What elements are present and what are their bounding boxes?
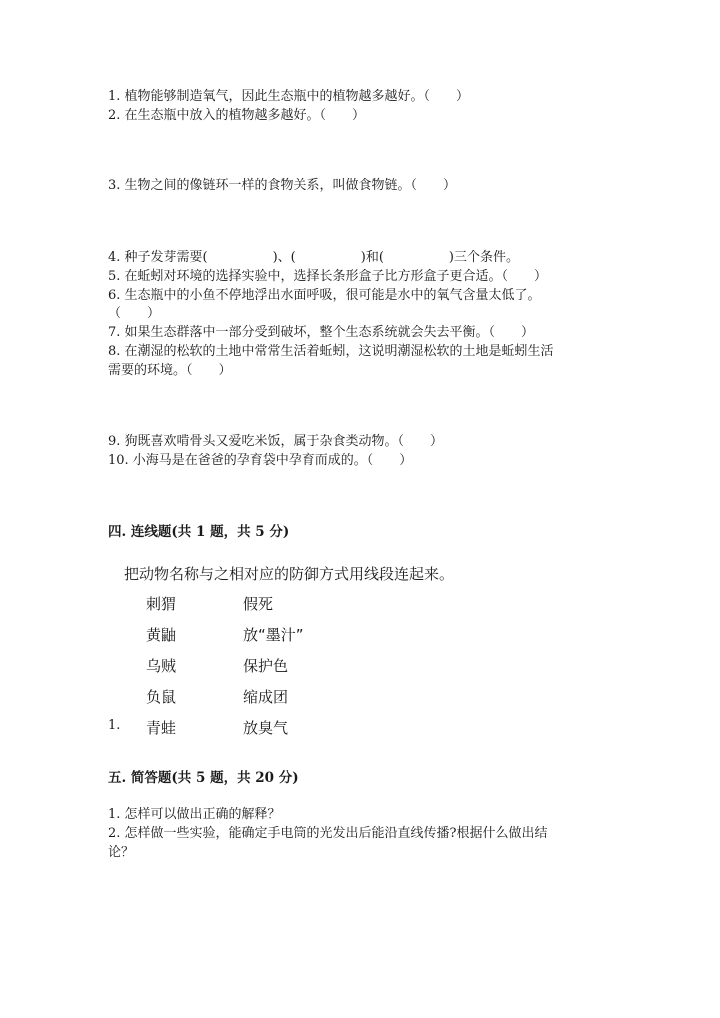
animal-item: 负鼠 bbox=[146, 688, 177, 706]
judge-question-6: 6. 生态瓶中的小鱼不停地浮出水面呼吸，很可能是水中的氧气含量太低了。 bbox=[108, 288, 541, 303]
animal-item: 黄鼬 bbox=[146, 626, 177, 644]
defense-item: 假死 bbox=[243, 595, 274, 613]
judge-question-10: 10. 小海马是在爸爸的孕育袋中孕育而成的。（ ） bbox=[108, 453, 413, 468]
matching-question-number: 1. bbox=[108, 718, 121, 733]
short-answer-2-cont: 论？ bbox=[108, 845, 135, 860]
judge-question-3: 3. 生物之间的像链环一样的食物关系，叫做食物链。（ ） bbox=[108, 178, 457, 193]
judge-question-6-bracket: （ ） bbox=[108, 306, 161, 321]
judge-question-1: 1. 植物能够制造氧气，因此生态瓶中的植物越多越好。（ ） bbox=[108, 89, 470, 104]
animal-item: 刺猬 bbox=[146, 595, 177, 613]
judge-question-8-cont: 需要的环境。（ ） bbox=[108, 363, 232, 378]
judge-question-7: 7. 如果生态群落中一部分受到破坏，整个生态系统就会失去平衡。（ ） bbox=[108, 325, 535, 340]
judge-question-8: 8. 在潮湿的松软的土地中常常生活着蚯蚓，这说明潮湿松软的土地是蚯蚓生活 bbox=[108, 344, 554, 359]
defense-item: 缩成团 bbox=[243, 688, 289, 706]
judge-question-2: 2. 在生态瓶中放入的植物越多越好。（ ） bbox=[108, 108, 366, 123]
judge-question-9: 9. 狗既喜欢啃骨头又爱吃米饭，属于杂食类动物。（ ） bbox=[108, 434, 444, 449]
animal-item: 乌贼 bbox=[146, 657, 177, 675]
animal-item: 青蛙 bbox=[146, 719, 177, 737]
section-4-title: 四. 连线题(共 1 题，共 5 分) bbox=[108, 524, 290, 540]
matching-instruction: 把动物名称与之相对应的防御方式用线段连起来。 bbox=[124, 565, 455, 583]
judge-question-4: 4. 种子发芽需要( )、( )和( )三个条件。 bbox=[108, 250, 519, 265]
short-answer-1: 1. 怎样可以做出正确的解释？ bbox=[108, 807, 281, 822]
section-5-title: 五. 简答题(共 5 题，共 20 分) bbox=[108, 770, 299, 786]
defense-item: 放“墨汁” bbox=[243, 626, 304, 644]
defense-item: 放臭气 bbox=[243, 719, 289, 737]
judge-question-5: 5. 在蚯蚓对环境的选择实验中，选择长条形盒子比方形盒子更合适。（ ） bbox=[108, 269, 548, 284]
short-answer-2: 2. 怎样做一些实验，能确定手电筒的光发出后能沿直线传播?根据什么做出结 bbox=[108, 826, 548, 841]
defense-item: 保护色 bbox=[243, 657, 289, 675]
